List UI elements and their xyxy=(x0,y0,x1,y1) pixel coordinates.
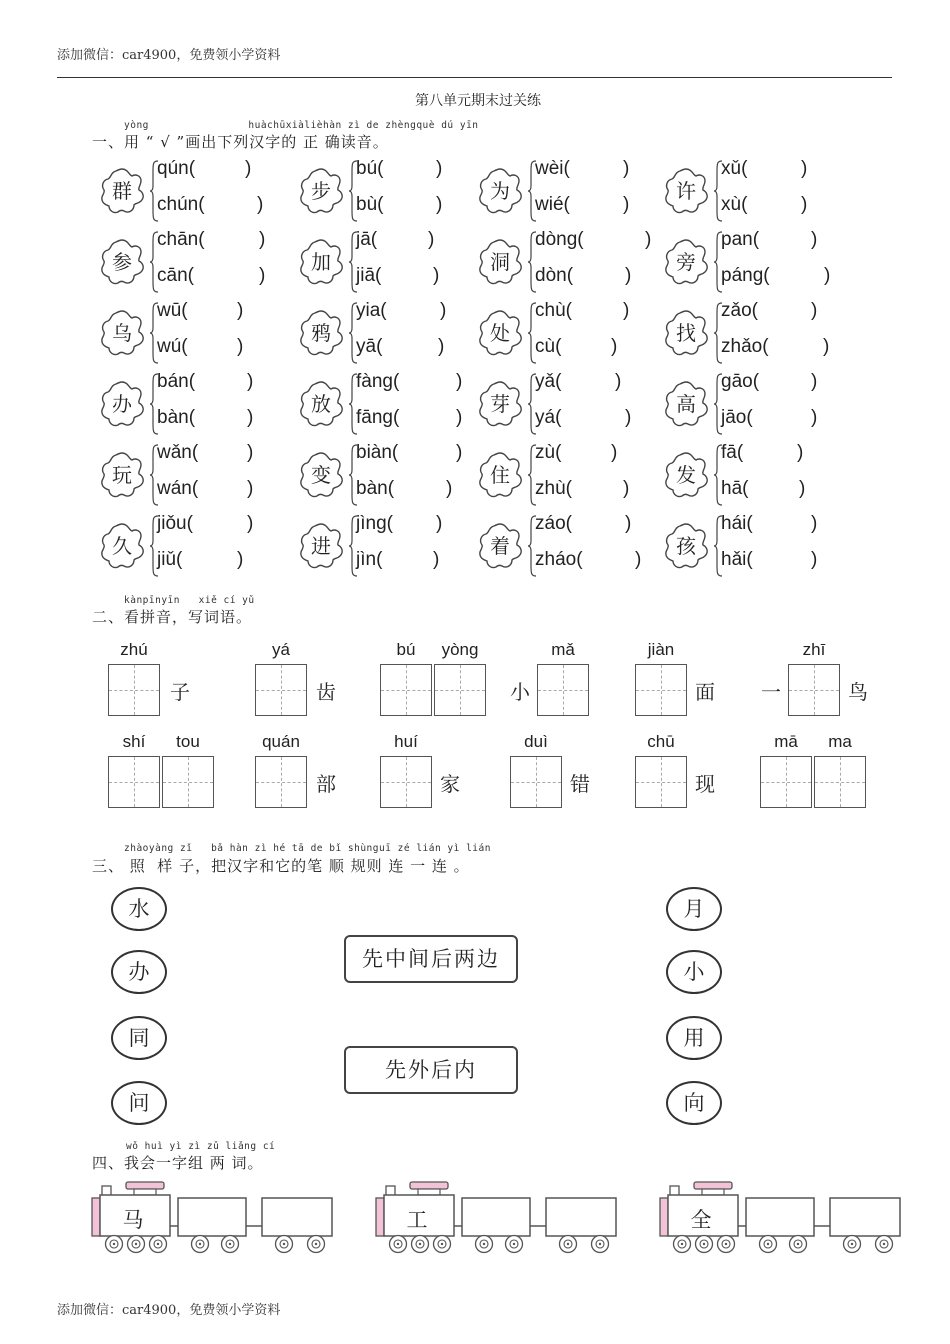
pronunciation-item xyxy=(661,513,861,579)
flower-char-badge xyxy=(661,379,711,429)
option-b[interactable]: páng( ) xyxy=(721,265,831,286)
option-b[interactable]: cān( ) xyxy=(157,265,266,286)
tianzige-writing-box[interactable] xyxy=(760,756,812,808)
tianzige-writing-box[interactable] xyxy=(108,756,160,808)
word-pinyin: zhī xyxy=(802,640,826,659)
left-char-circle[interactable]: 水 xyxy=(111,887,167,931)
flower-char-badge xyxy=(97,308,147,358)
pronunciation-item xyxy=(661,371,861,437)
target-char: 加 xyxy=(311,250,331,274)
left-char-circle[interactable]: 办 xyxy=(111,950,167,994)
option-b[interactable]: yā( ) xyxy=(356,336,445,357)
word-pinyin: mā xyxy=(774,732,798,751)
stroke-rule-box[interactable]: 先中间后两边 xyxy=(344,935,518,983)
pronunciation-item xyxy=(296,300,496,366)
pronunciation-item xyxy=(475,513,675,579)
option-a[interactable]: jìng( ) xyxy=(356,513,443,534)
flower-char-badge xyxy=(97,166,147,216)
tianzige-writing-box[interactable] xyxy=(380,756,432,808)
option-a[interactable]: bú( ) xyxy=(356,158,443,179)
train-char: 工 xyxy=(406,1208,428,1232)
left-char-circle[interactable]: 同 xyxy=(111,1016,167,1060)
option-a[interactable]: gāo( ) xyxy=(721,371,818,392)
flower-char-badge xyxy=(475,521,525,571)
flower-char-badge xyxy=(475,237,525,287)
flower-char-badge xyxy=(296,450,346,500)
section2-pinyin: kànpīnyīn xiě cí yǔ xyxy=(124,595,255,606)
flower-char-badge xyxy=(97,450,147,500)
word-pinyin: yá xyxy=(272,640,290,659)
target-char: 着 xyxy=(490,534,510,558)
flower-char-badge xyxy=(661,308,711,358)
word-pinyin: ma xyxy=(828,732,852,751)
left-char-circle[interactable]: 问 xyxy=(111,1081,167,1125)
pronunciation-item xyxy=(296,513,496,579)
option-b[interactable]: wié( ) xyxy=(535,194,630,215)
flower-char-badge xyxy=(475,379,525,429)
option-b[interactable]: zháo( ) xyxy=(535,549,642,570)
tianzige-writing-box[interactable] xyxy=(635,756,687,808)
pronunciation-item xyxy=(296,442,496,508)
target-char: 久 xyxy=(112,534,132,558)
target-char: 芽 xyxy=(490,392,510,416)
flower-char-badge xyxy=(296,379,346,429)
right-char-circle[interactable]: 月 xyxy=(666,887,722,931)
option-a[interactable]: wǎn( ) xyxy=(157,442,254,463)
section4-pinyin: wǒ huì yì zì zǔ liǎng cí xyxy=(126,1141,276,1152)
pronunciation-item xyxy=(475,300,675,366)
word-pinyin: bú xyxy=(396,640,416,659)
given-char: 鸟 xyxy=(848,680,868,704)
tianzige-writing-box[interactable] xyxy=(108,664,160,716)
option-b[interactable]: bàn( ) xyxy=(356,478,453,499)
option-a[interactable]: wū( ) xyxy=(157,300,244,321)
pronunciation-item xyxy=(97,300,297,366)
option-b[interactable]: wú( ) xyxy=(157,336,244,357)
target-char: 孩 xyxy=(676,534,696,558)
option-a[interactable]: zù( ) xyxy=(535,442,618,463)
flower-char-badge xyxy=(661,450,711,500)
pronunciation-item xyxy=(661,229,861,295)
target-char: 鸦 xyxy=(311,321,331,345)
section3-heading: 三、 照 样 子，把汉字和它的笔 顺 规则 连 一 连 。 xyxy=(92,857,470,875)
option-b[interactable]: jāo( ) xyxy=(721,407,818,428)
option-a[interactable]: fàng( ) xyxy=(356,371,463,392)
option-a[interactable]: chān( ) xyxy=(157,229,266,250)
section2-heading: 二、看拼音，写词语。 xyxy=(92,608,253,626)
word-pinyin: duì xyxy=(524,732,548,751)
option-a[interactable]: fā( ) xyxy=(721,442,804,463)
target-char: 为 xyxy=(490,179,510,203)
option-a[interactable]: záo( ) xyxy=(535,513,632,534)
flower-char-badge xyxy=(475,450,525,500)
section1-pinyin: yòng huàchūxiàlièhàn zì de zhèngquè dú yīn xyxy=(124,120,479,131)
word-train xyxy=(658,1178,903,1258)
flower-char-badge xyxy=(296,521,346,571)
option-a[interactable]: yǎ( ) xyxy=(535,371,622,392)
word-train xyxy=(90,1178,335,1258)
target-char: 洞 xyxy=(490,250,510,274)
option-b[interactable]: jiǔ( ) xyxy=(157,549,244,570)
word-pinyin: huí xyxy=(394,732,418,751)
target-char: 群 xyxy=(112,179,132,203)
given-char: 家 xyxy=(440,772,460,796)
option-a[interactable]: dòng( ) xyxy=(535,229,652,250)
page-footer: 添加微信：car4900，免费领小学资料 xyxy=(57,1303,281,1318)
pronunciation-item xyxy=(661,300,861,366)
target-char: 玩 xyxy=(112,463,132,487)
option-b[interactable]: xù( ) xyxy=(721,194,808,215)
pronunciation-item xyxy=(475,442,675,508)
given-char: 错 xyxy=(570,772,590,796)
flower-char-badge xyxy=(296,308,346,358)
option-b[interactable]: hā( ) xyxy=(721,478,806,499)
option-a[interactable]: qún( ) xyxy=(157,158,252,179)
pronunciation-item xyxy=(296,371,496,437)
option-a[interactable]: hái( ) xyxy=(721,513,818,534)
tianzige-writing-box[interactable] xyxy=(788,664,840,716)
pronunciation-item xyxy=(97,442,297,508)
option-a[interactable]: xǔ( ) xyxy=(721,158,808,179)
pronunciation-item xyxy=(661,158,861,224)
tianzige-writing-box[interactable] xyxy=(162,756,214,808)
target-char: 参 xyxy=(112,250,132,274)
given-char: 一 xyxy=(761,680,781,704)
option-a[interactable]: jiǒu( ) xyxy=(157,513,254,534)
option-b[interactable]: zhù( ) xyxy=(535,478,630,499)
target-char: 发 xyxy=(676,463,696,487)
option-b[interactable]: jiā( ) xyxy=(356,265,440,286)
tianzige-writing-box[interactable] xyxy=(510,756,562,808)
option-a[interactable]: yia( ) xyxy=(356,300,447,321)
flower-char-badge xyxy=(475,308,525,358)
word-pinyin: chū xyxy=(647,732,675,751)
target-char: 高 xyxy=(676,392,696,416)
option-a[interactable]: pan( ) xyxy=(721,229,818,250)
option-b[interactable]: bàn( ) xyxy=(157,407,254,428)
tianzige-writing-box[interactable] xyxy=(814,756,866,808)
pronunciation-item xyxy=(97,513,297,579)
given-char: 子 xyxy=(170,680,190,704)
tianzige-writing-box[interactable] xyxy=(537,664,589,716)
flower-char-badge xyxy=(296,166,346,216)
stroke-rule-box[interactable]: 先外后内 xyxy=(344,1046,518,1094)
option-b[interactable]: jìn( ) xyxy=(356,549,440,570)
target-char: 许 xyxy=(676,179,696,203)
pronunciation-item xyxy=(475,158,675,224)
target-char: 找 xyxy=(676,321,696,345)
word-pinyin: mǎ xyxy=(551,640,575,659)
flower-char-badge xyxy=(97,379,147,429)
option-b[interactable]: yá( ) xyxy=(535,407,632,428)
pronunciation-item xyxy=(475,371,675,437)
flower-char-badge xyxy=(661,237,711,287)
word-pinyin: shí xyxy=(122,732,146,751)
option-a[interactable]: biàn( ) xyxy=(356,442,463,463)
target-char: 办 xyxy=(112,392,132,416)
option-b[interactable]: fāng( ) xyxy=(356,407,463,428)
target-char: 处 xyxy=(490,321,510,345)
pronunciation-item xyxy=(97,229,297,295)
right-char-circle[interactable]: 用 xyxy=(666,1016,722,1060)
train-char: 马 xyxy=(122,1208,144,1232)
option-b[interactable]: chún( ) xyxy=(157,194,264,215)
target-char: 乌 xyxy=(112,321,132,345)
option-a[interactable]: zǎo( ) xyxy=(721,300,818,321)
option-b[interactable]: hǎi( ) xyxy=(721,549,818,570)
option-b[interactable]: bù( ) xyxy=(356,194,443,215)
target-char: 放 xyxy=(311,392,331,416)
tianzige-writing-box[interactable] xyxy=(255,664,307,716)
option-a[interactable]: bán( ) xyxy=(157,371,254,392)
section1-heading: 一、用 “ √ ”画出下列汉字的 正 确读音。 xyxy=(92,133,389,151)
right-char-circle[interactable]: 小 xyxy=(666,950,722,994)
option-a[interactable]: wèi( ) xyxy=(535,158,630,179)
tianzige-writing-box[interactable] xyxy=(255,756,307,808)
given-char: 面 xyxy=(695,680,715,704)
pronunciation-item xyxy=(97,371,297,437)
pronunciation-item xyxy=(475,229,675,295)
page-title: 第八单元期末过关练 xyxy=(415,93,541,109)
word-pinyin: zhú xyxy=(120,640,148,659)
section3-pinyin: zhàoyàng zǐ bǎ hàn zì hé tā de bǐ shùnguī zé lián yì lián xyxy=(124,843,491,854)
pronunciation-item xyxy=(97,158,297,224)
flower-char-badge xyxy=(475,166,525,216)
tianzige-writing-box[interactable] xyxy=(635,664,687,716)
flower-char-badge xyxy=(97,521,147,571)
option-b[interactable]: zhǎo( ) xyxy=(721,336,830,357)
option-b[interactable]: wán( ) xyxy=(157,478,254,499)
option-a[interactable]: chù( ) xyxy=(535,300,630,321)
word-pinyin: jiàn xyxy=(647,640,675,659)
tianzige-writing-box[interactable] xyxy=(434,664,486,716)
pronunciation-item xyxy=(296,229,496,295)
given-char: 齿 xyxy=(316,680,336,704)
train-char: 全 xyxy=(690,1208,712,1232)
right-char-circle[interactable]: 向 xyxy=(666,1081,722,1125)
option-b[interactable]: cù( ) xyxy=(535,336,618,357)
flower-char-badge xyxy=(661,521,711,571)
option-a[interactable]: jā( ) xyxy=(356,229,435,250)
pronunciation-item xyxy=(296,158,496,224)
header-divider xyxy=(57,77,892,78)
flower-char-badge xyxy=(296,237,346,287)
word-pinyin: quán xyxy=(262,732,300,751)
page-header: 添加微信：car4900，免费领小学资料 xyxy=(57,48,281,63)
given-char: 部 xyxy=(316,772,336,796)
option-b[interactable]: dòn( ) xyxy=(535,265,632,286)
target-char: 步 xyxy=(311,179,331,203)
pronunciation-item xyxy=(661,442,861,508)
word-train xyxy=(374,1178,619,1258)
target-char: 进 xyxy=(311,534,331,558)
flower-char-badge xyxy=(661,166,711,216)
given-char: 现 xyxy=(695,772,715,796)
target-char: 旁 xyxy=(676,250,696,274)
tianzige-writing-box[interactable] xyxy=(380,664,432,716)
given-char: 小 xyxy=(510,680,530,704)
word-pinyin: yòng xyxy=(441,640,479,659)
flower-char-badge xyxy=(97,237,147,287)
section4-heading: 四、我会一字组 两 词。 xyxy=(92,1154,264,1172)
word-pinyin: tou xyxy=(176,732,200,751)
target-char: 变 xyxy=(311,463,331,487)
target-char: 住 xyxy=(490,463,510,487)
